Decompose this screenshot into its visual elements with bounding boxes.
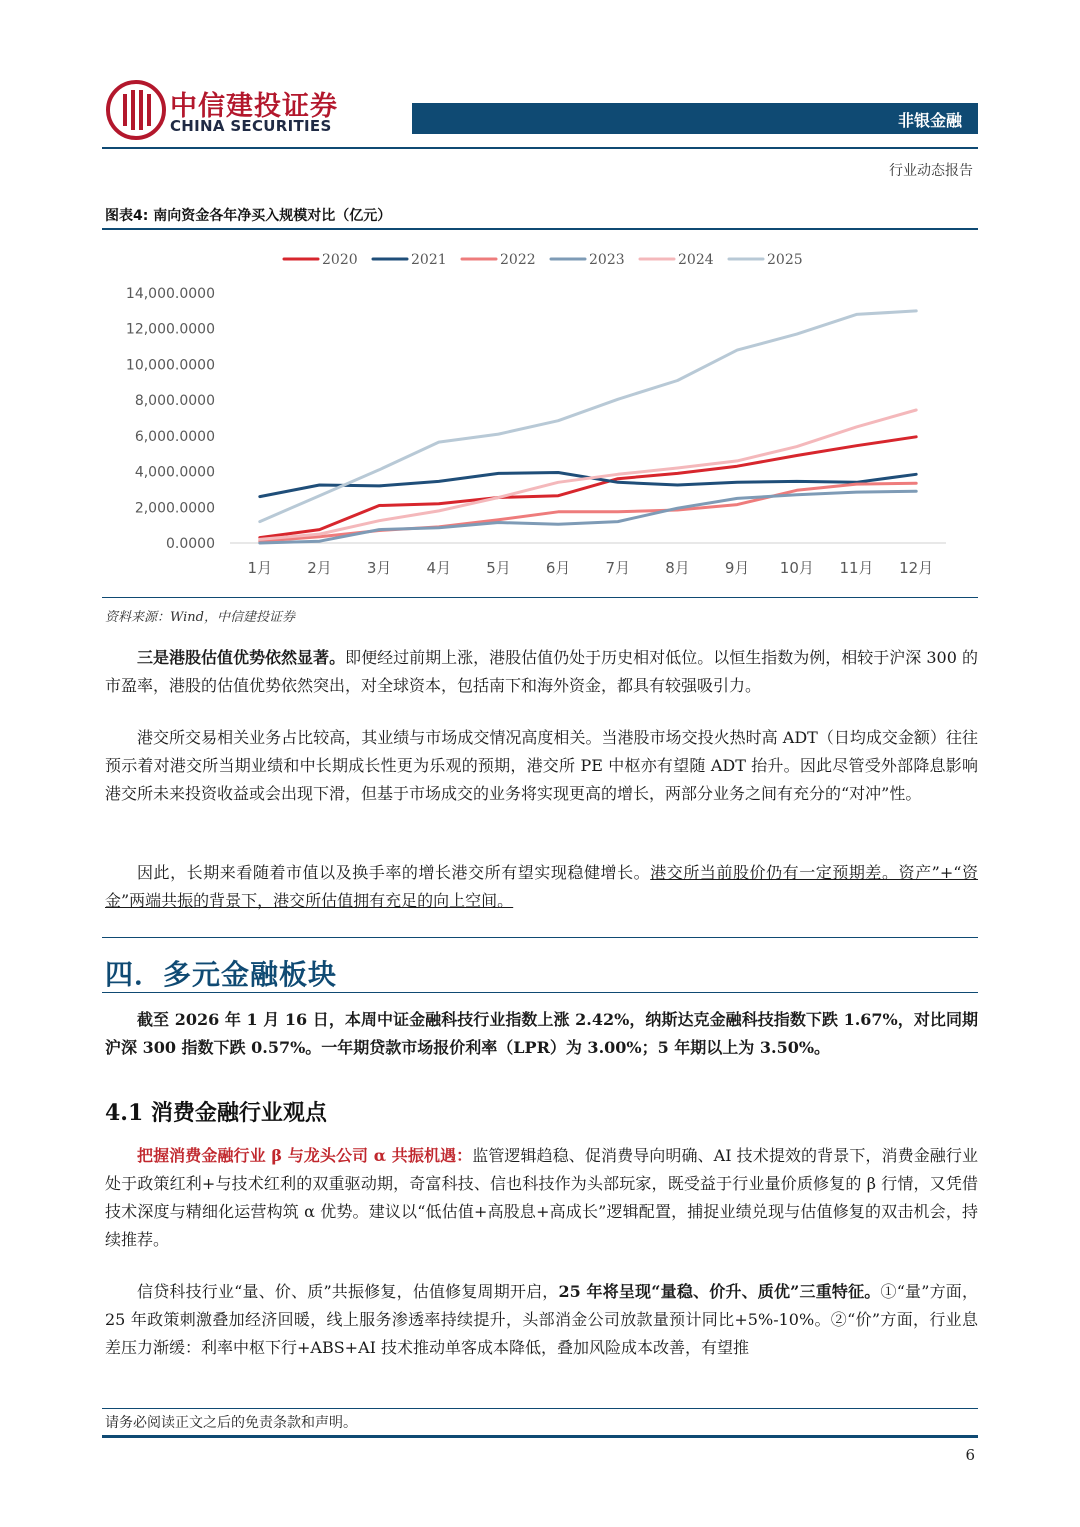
line-chart — [102, 236, 978, 592]
legend-label-2020: 2020 — [322, 252, 358, 268]
figure-source: 资料来源：Wind，中信建投证券 — [105, 610, 295, 625]
figure-rule-top — [102, 228, 978, 230]
x-tick-label: 1月 — [247, 559, 273, 577]
header-rule — [102, 147, 978, 149]
x-tick-label: 2月 — [307, 559, 332, 577]
footer-rule-thick — [102, 1435, 978, 1438]
legend-label-2024: 2024 — [678, 252, 714, 268]
series-line-2024 — [260, 410, 916, 539]
paragraph-bold: 25 年将呈现“量稳、价升、质优”三重特征。 — [558, 1282, 881, 1301]
sector-banner — [412, 103, 978, 134]
paragraph-text: 信贷科技行业“量、价、质”共振修复，估值修复周期开启， — [137, 1282, 559, 1301]
x-tick-label: 9月 — [724, 559, 750, 577]
y-tick-label: 0.0000 — [166, 536, 215, 552]
x-tick-label: 10月 — [779, 559, 814, 577]
page-number: 6 — [965, 1446, 975, 1464]
china-securities-logo-icon — [106, 80, 166, 140]
y-tick-label: 8,000.0000 — [134, 393, 215, 410]
legend-label-2022: 2022 — [500, 252, 536, 268]
paragraph-credit-tech — [105, 1278, 978, 1362]
paragraph-text: 因此，长期来看随着市值以及换手率的增长港交所有望实现稳健增长。 — [137, 863, 651, 882]
figure-rule-bottom — [102, 597, 978, 598]
x-tick-label: 8月 — [665, 559, 690, 577]
paragraph-text: 截至 2026 年 1 月 16 日，本周中证金融科技行业指数上涨 2.42%，纳斯达克金融科技指数下跌 1.67%，对比同期沪深 300 指数下跌 0.57%。一年期贷款市场报价利率（LPR）为 3.00%；5 年期以上为 3.50%。 — [105, 1010, 978, 1057]
y-tick-label: 4,000.0000 — [134, 464, 215, 481]
figure-title: 图表4: 南向资金各年净买入规模对比（亿元） — [105, 208, 392, 224]
section-rule — [102, 937, 978, 938]
legend-label-2023: 2023 — [589, 252, 625, 268]
highlight-lead: 把握消费金融行业 β 与龙头公司 α 共振机遇： — [137, 1146, 473, 1165]
x-tick-label: 5月 — [486, 559, 511, 577]
series-line-2025 — [260, 311, 916, 522]
sector-label: 非银金融 — [897, 111, 962, 130]
y-tick-label: 2,000.0000 — [134, 500, 215, 517]
paragraph-text: 港交所交易相关业务占比较高，其业绩与市场成交情况高度相关。当港股市场交投火热时高 ADT（日均成交金额）往往预示着对港交所当期业绩和中长期成长性更为乐观的预期，港交所 PE 中枢亦有望随 ADT 抬升。因此尽管受外部降息影响港交所未来投资收益或会出现下滑，但基于市场成交的业务将实现更高的增长，两部分业务之间有充分的“对冲”性。 — [105, 728, 978, 803]
y-tick-label: 6,000.0000 — [134, 428, 215, 445]
x-tick-label: 12月 — [899, 559, 934, 577]
y-tick-label: 14,000.0000 — [125, 286, 215, 302]
x-tick-label: 4月 — [426, 559, 452, 577]
section-rule — [102, 992, 978, 993]
paragraph-hk-valuation — [105, 644, 978, 700]
disclaimer-text: 请务必阅读正文之后的免责条款和声明。 — [105, 1415, 357, 1431]
y-tick-label: 10,000.0000 — [125, 357, 215, 374]
brand-name-cn: 中信建投证券 — [170, 91, 338, 122]
paragraph-index-review — [105, 1006, 978, 1062]
paragraph-text: 监管逻辑趋稳、促消费导向明确、AI 技术提效的背景下，消费金融行业处于政策红利+与技术红利的双重驱动期，奇富科技、信也科技作为头部玩家，既受益于行业量价质修复的 β 行情，又凭借技术深度与精细化运营构筑 α 优势。建议以“低估值+高股息+高成长”逻辑配置，捕捉业绩兑现与估值修复的双击机会，持续推荐。 — [105, 1146, 978, 1249]
paragraph-hkex-outlook — [105, 859, 978, 915]
underlined-text: 港交所当前股价仍有一定预期差。资产”+“资金”两端共振的背景下，港交所估值拥有充足的向上空间。 — [105, 863, 978, 910]
y-tick-label: 12,000.0000 — [125, 321, 215, 338]
paragraph-text: 即便经过前期上涨，港股估值仍处于历史相对低位。以恒生指数为例，相较于沪深 300 的市盈率，港股的估值优势依然突出，对全球资本，包括南下和海外资金，都具有较强吸引力。 — [105, 648, 978, 695]
subsection-title: 4.1 消费金融行业观点 — [105, 1100, 327, 1126]
brand-name-en: CHINA SECURITIES — [170, 117, 332, 135]
paragraph-hkex-business — [105, 724, 978, 808]
paragraph-consumer-finance — [105, 1142, 978, 1254]
x-tick-label: 11月 — [839, 559, 874, 577]
x-tick-label: 3月 — [366, 559, 392, 577]
section-title: 四．多元金融板块 — [105, 958, 338, 991]
paragraph-lead: 三是港股估值优势依然显著。 — [137, 648, 346, 667]
report-type: 行业动态报告 — [889, 163, 973, 179]
x-tick-label: 7月 — [605, 559, 631, 577]
x-tick-label: 6月 — [545, 559, 571, 577]
footer-rule — [102, 1408, 978, 1409]
paragraph-text: ①“量”方面，25 年政策刺激叠加经济回暖，线上服务渗透率持续提升，头部消金公司放款量预计同比+5%-10%。②“价”方面，行业息差压力渐缓：利率中枢下行+ABS+AI 技术推动单客成本降低，叠加风险成本改善，有望推 — [105, 1282, 978, 1357]
legend-label-2025: 2025 — [767, 252, 803, 268]
legend-label-2021: 2021 — [411, 252, 447, 268]
series-line-2023 — [260, 491, 916, 543]
